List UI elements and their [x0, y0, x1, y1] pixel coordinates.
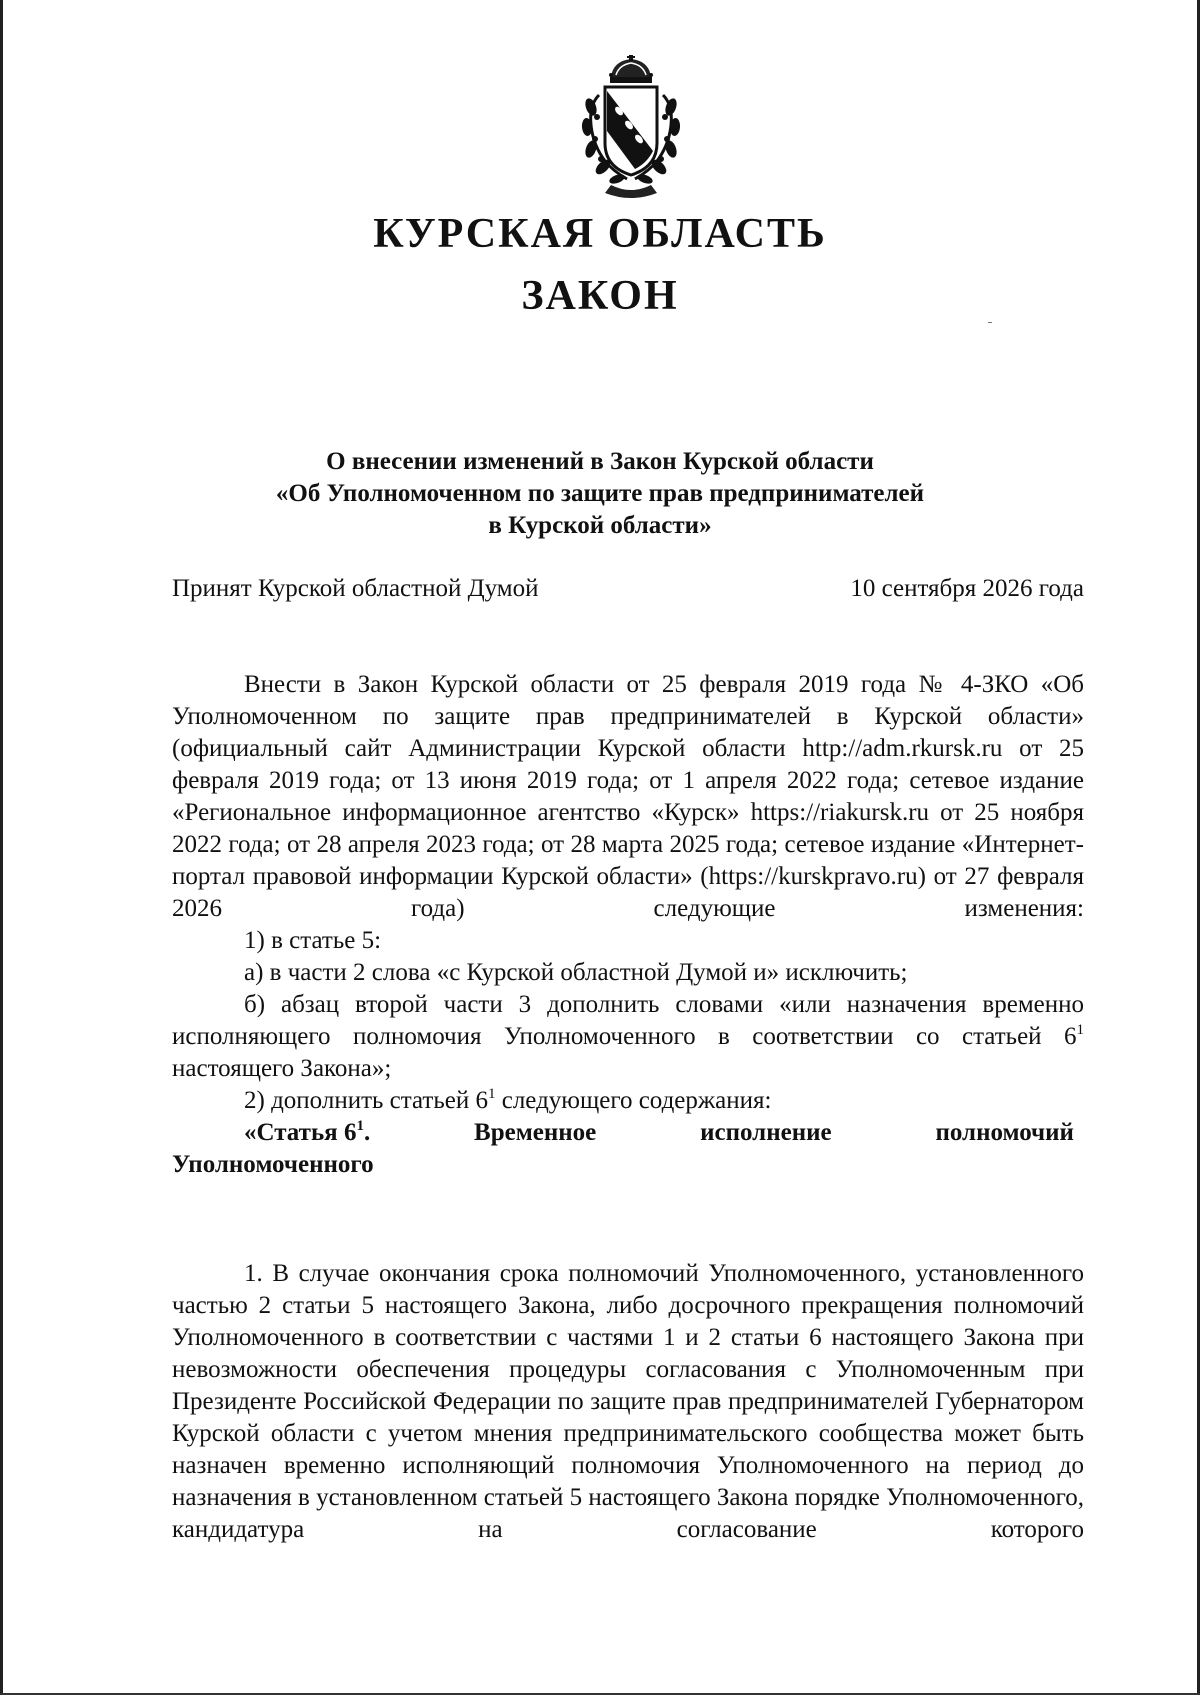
adopted-by: Принят Курской областной Думой: [172, 575, 539, 602]
doc-type-heading: ЗАКОН: [521, 273, 679, 319]
article-title-word: полномочий: [935, 1119, 1074, 1146]
article-body: [172, 1258, 1084, 1546]
scan-speck: [988, 322, 992, 323]
item-paragraph: 2) дополнить статьей $6^1$ следующего содержания:: [244, 1086, 772, 1114]
article-number: «Статья $6^1$.: [244, 1118, 371, 1146]
adoption-date: 10 сентября 2026 года: [850, 575, 1084, 602]
law-title-line: в Курской области»: [488, 512, 712, 539]
region-heading: КУРСКАЯ ОБЛАСТЬ: [373, 211, 827, 257]
superscript: 1: [487, 1086, 496, 1102]
law-body: [172, 669, 1084, 1181]
item-paragraph: 1) в статье 5:: [244, 927, 382, 954]
superscript: 1: [1076, 1022, 1084, 1038]
intro-paragraph: Внести в Закон Курской области от 25 февраля 2019 года № 4-ЗКО «Об Уполномоченном по защите прав предпринимателей в Курской области» (официальный сайт Администрации Курской области http://adm.rkursk.ru от 25 февраля 2019 года; от 13 июня 2019 года; от 1 апреля 2022 года; сетевое издание «Региональное информационное агентство «Курск» https://riakursk.ru от 25 ноября 2022 года; от 28 апреля 2023 года; от 28 марта 2025 года; сетевое издание «Интернет-портал правовой информации Курской области» (https://kurskpravo.ru) от 27 февраля 2026 года) следующие изменения:: [172, 671, 1084, 922]
article-heading: [172, 1117, 1084, 1181]
article-title-word: исполнение: [700, 1119, 832, 1146]
item-paragraph: б) абзац второй части 3 дополнить словами «или назначения временно исполняющего полномочия Уполномоченного в соответствии со статьей $6^1$ настоящего Закона»;: [172, 991, 1084, 1082]
law-title-line: «Об Уполномоченном по защите прав предпринимателей: [275, 480, 925, 507]
item-paragraph: а) в части 2 слова «с Курской областной Думой и» исключить;: [244, 959, 908, 986]
article-part-1: 1. В случае окончания срока полномочий Уполномоченного, установленного частью 2 статьи 5 настоящего Закона, либо досрочного прекращения полномочий Уполномоченного в соответствии с частями 1 и 2 статьи 6 настоящего Закона при невозможности обеспечения процедуры согласования с Уполномоченным при Президенте Российской Федерации по защите прав предпринимателей Губернатором Курской области с учетом мнения предпринимательского сообщества может быть назначен временно исполняющий полномочия Уполномоченного на период до назначения в установленном статьей 5 настоящего Закона порядке Уполномоченного, кандидатура на согласование которого: [172, 1260, 1084, 1543]
law-title: [0, 446, 1200, 542]
article-title-word: Уполномоченного: [172, 1151, 374, 1178]
law-title-line: О внесении изменений в Закон Курской области: [326, 448, 874, 475]
article-title-word: Временное: [474, 1119, 597, 1146]
coat-of-arms-icon: [561, 55, 701, 200]
